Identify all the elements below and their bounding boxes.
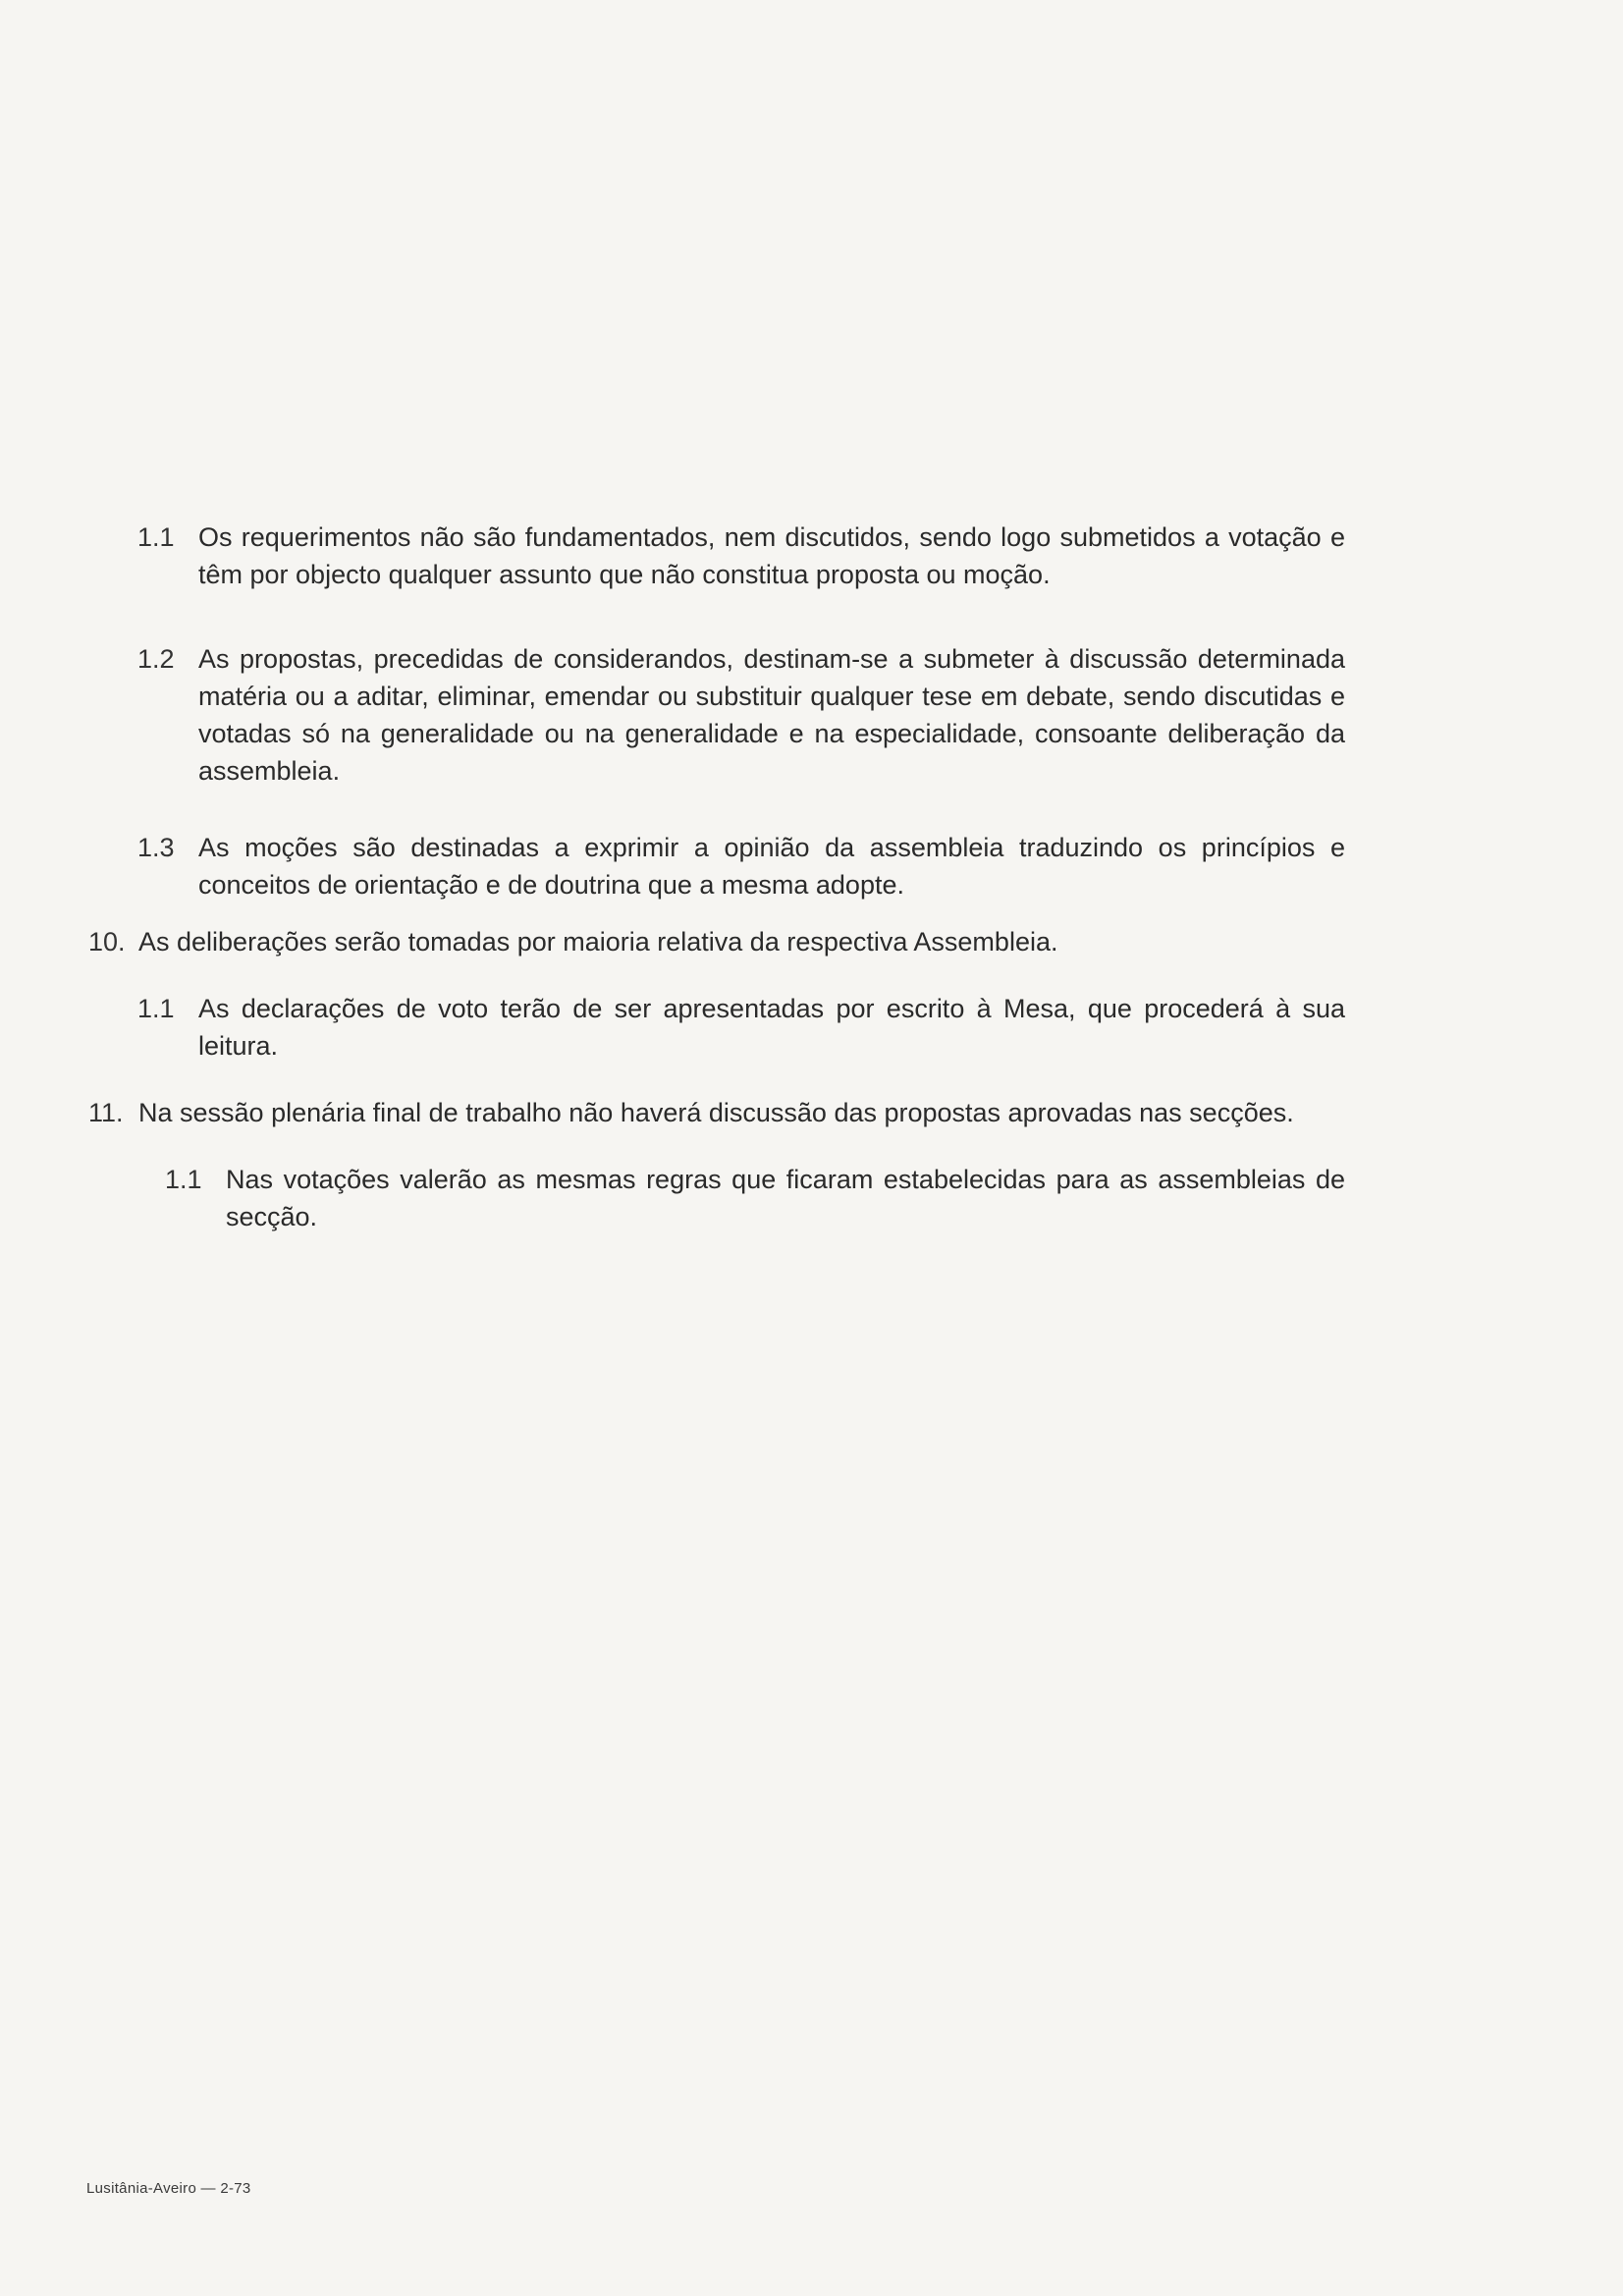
clause-text: Nas votações valerão as mesmas regras que ficaram estabelecidas para as assembleias de secção. bbox=[226, 1165, 1345, 1231]
clause-number: 1.1 bbox=[165, 1165, 202, 1194]
clause-11-sessao-plenaria bbox=[88, 1094, 1345, 1131]
clause-number: 1.2 bbox=[137, 644, 175, 674]
clause-11-1-votacoes bbox=[165, 1161, 1345, 1235]
clause-10-deliberacoes bbox=[88, 923, 1345, 960]
clause-number: 1.3 bbox=[137, 833, 175, 862]
clause-text: As propostas, precedidas de considerandos, destinam-se a submeter à discussão determinada matéria ou a aditar, eliminar, emendar ou substituir qualquer tese em debate, sendo discutidas e votadas só na generalidade ou na generalidade e na especialidade, consoante deliberação da assembleia. bbox=[198, 644, 1345, 786]
clause-text: As deliberações serão tomadas por maioria relativa da respectiva Assembleia. bbox=[138, 927, 1058, 957]
clause-1-2-propostas bbox=[137, 640, 1345, 790]
clause-number: 1.1 bbox=[137, 522, 175, 552]
clause-text: Na sessão plenária final de trabalho não haverá discussão das propostas aprovadas nas secções. bbox=[138, 1098, 1294, 1127]
clause-number: 11. bbox=[88, 1098, 124, 1127]
clause-1-1-requerimentos bbox=[137, 519, 1345, 593]
clause-1-3-mocoes bbox=[137, 829, 1345, 903]
clause-text: As moções são destinadas a exprimir a opinião da assembleia traduzindo os princípios e conceitos de orientação e de doutrina que a mesma adopte. bbox=[198, 833, 1345, 900]
clause-number: 10. bbox=[88, 927, 126, 957]
clause-10-1-declaracoes bbox=[137, 990, 1345, 1065]
regulation-body bbox=[88, 519, 1345, 1235]
clause-number: 1.1 bbox=[137, 994, 175, 1023]
clause-text: Os requerimentos não são fundamentados, nem discutidos, sendo logo submetidos a votação e têm por objecto qualquer assunto que não constitua proposta ou moção. bbox=[198, 522, 1345, 589]
printer-imprint: Lusitânia-Aveiro — 2-73 bbox=[86, 2180, 251, 2197]
clause-text: As declarações de voto terão de ser apresentadas por escrito à Mesa, que procederá à sua leitura. bbox=[198, 994, 1345, 1061]
